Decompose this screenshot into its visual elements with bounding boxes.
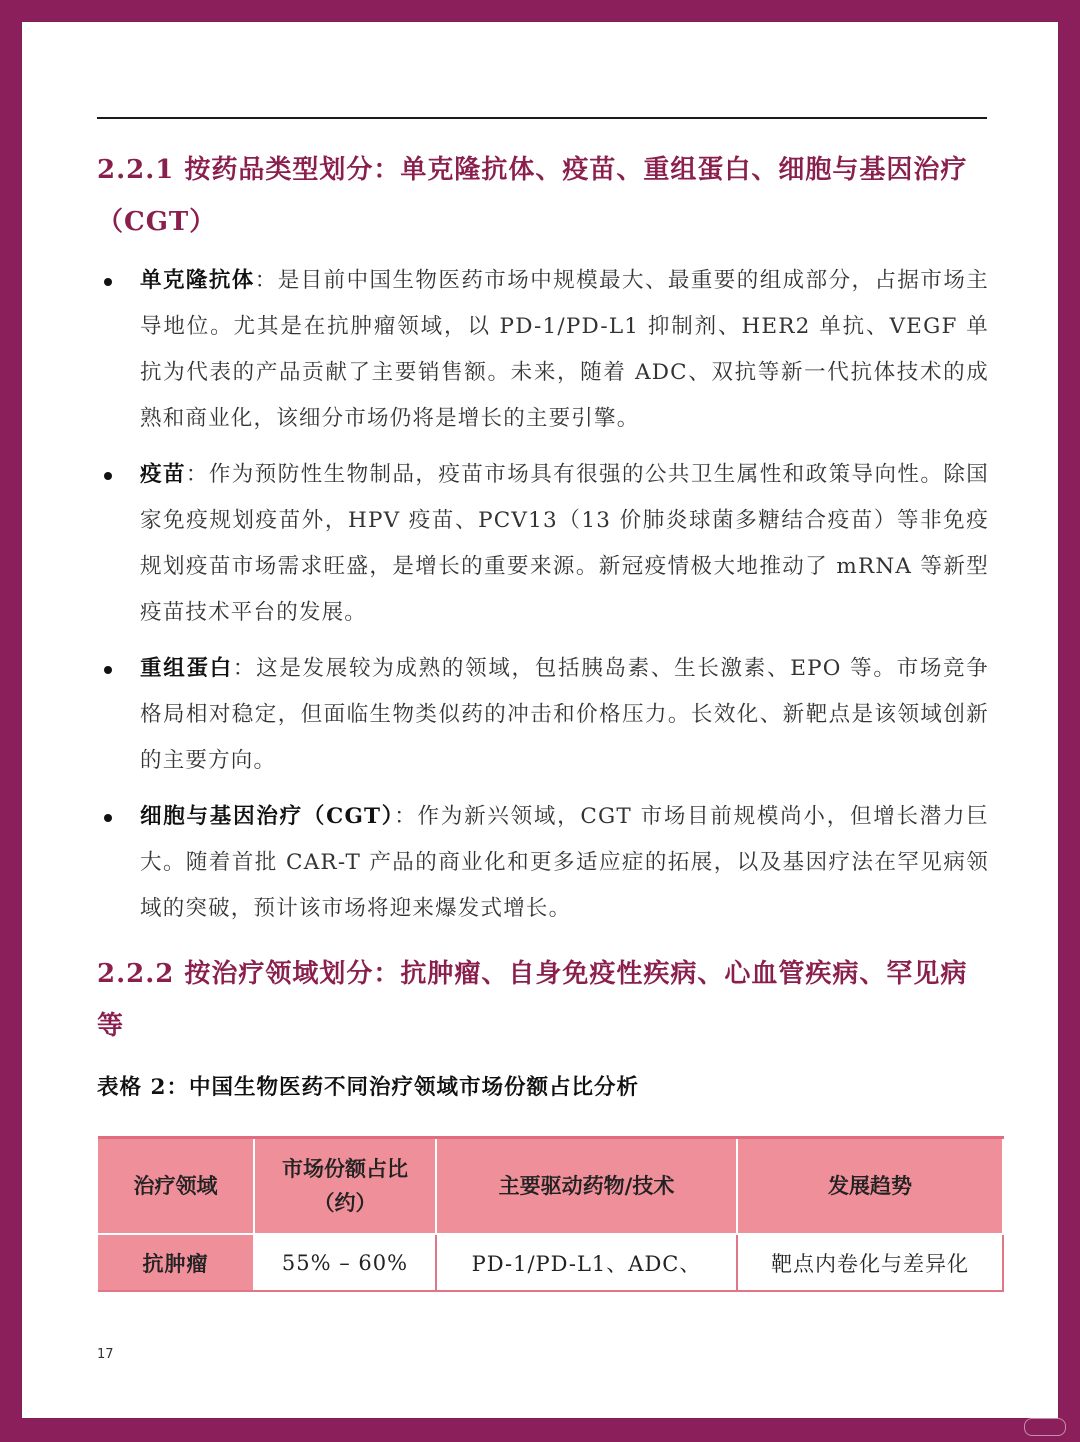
section-heading-2-2-1: 2.2.1 按药品类型划分：单克隆抗体、疫苗、重组蛋白、细胞与基因治疗（CGT） <box>97 155 968 237</box>
bullet-text: ：是目前中国生物医药市场中规模最大、最重要的组成部分，占据市场主导地位。尤其是在抗肿瘤领域，以 PD-1/PD-L1 抑制剂、HER2 单抗、VEGF 单抗为代表的产品贡献了主要销售额。未来，随着 ADC、双抗等新一代抗体技术的成熟和商业化，该细分市场仍将是增长的主要引擎。 <box>140 268 989 431</box>
bullet-list <box>97 258 989 932</box>
bullet-heading: 单克隆抗体 <box>140 268 255 293</box>
bullet-dot-icon <box>104 666 112 674</box>
bullet-dot-icon <box>104 814 112 822</box>
table-row <box>98 1234 1003 1291</box>
table-cell-area: 抗肿瘤 <box>98 1234 254 1291</box>
bullet-dot-icon <box>104 278 112 286</box>
section-heading-2-2-2: 2.2.2 按治疗领域划分：抗肿瘤、自身免疫性疾病、心血管疾病、罕见病等 <box>97 959 968 1041</box>
document-page <box>22 22 1058 1418</box>
bullet-heading: 细胞与基因治疗（CGT） <box>140 804 395 829</box>
bullet-heading: 重组蛋白 <box>140 656 233 681</box>
bullet-text: ：作为新兴领域，CGT 市场目前规模尚小，但增长潜力巨大。随着首批 CAR-T 产品的商业化和更多适应症的拓展，以及基因疗法在罕见病领域的突破，预计该市场将迎来爆发式增长。 <box>140 804 989 921</box>
market-share-table <box>98 1136 1004 1292</box>
watermark-logo <box>1024 1418 1066 1436</box>
table-header-cell: 市场份额占比（约） <box>254 1138 436 1235</box>
bullet-item-monoclonal-antibody <box>97 258 989 442</box>
table-cell: PD-1/PD-L1、ADC、 <box>436 1234 737 1291</box>
table-cell: 靶点内卷化与差异化 <box>737 1234 1003 1291</box>
bullet-item-cgt <box>97 794 989 932</box>
bullet-heading: 疫苗 <box>140 462 186 487</box>
table-cell: 55% – 60% <box>254 1234 436 1291</box>
table-caption: 表格 2：中国生物医药不同治疗领域市场份额占比分析 <box>97 1075 639 1100</box>
bullet-item-vaccine <box>97 452 989 636</box>
top-rule <box>97 117 987 119</box>
bullet-item-recombinant-protein <box>97 646 989 784</box>
bullet-dot-icon <box>104 472 112 480</box>
table-header-cell: 治疗领域 <box>98 1138 254 1235</box>
bullet-text: ：作为预防性生物制品，疫苗市场具有很强的公共卫生属性和政策导向性。除国家免疫规划疫苗外，HPV 疫苗、PCV13（13 价肺炎球菌多糖结合疫苗）等非免疫规划疫苗市场需求旺盛，是增长的重要来源。新冠疫情极大地推动了 mRNA 等新型疫苗技术平台的发展。 <box>140 462 989 625</box>
table-header-row <box>98 1138 1003 1235</box>
page-number: 17 <box>97 1347 114 1362</box>
table-header-cell: 主要驱动药物/技术 <box>436 1138 737 1235</box>
table-header-cell: 发展趋势 <box>737 1138 1003 1235</box>
bullet-text: ：这是发展较为成熟的领域，包括胰岛素、生长激素、EPO 等。市场竞争格局相对稳定，但面临生物类似药的冲击和价格压力。长效化、新靶点是该领域创新的主要方向。 <box>140 656 989 773</box>
